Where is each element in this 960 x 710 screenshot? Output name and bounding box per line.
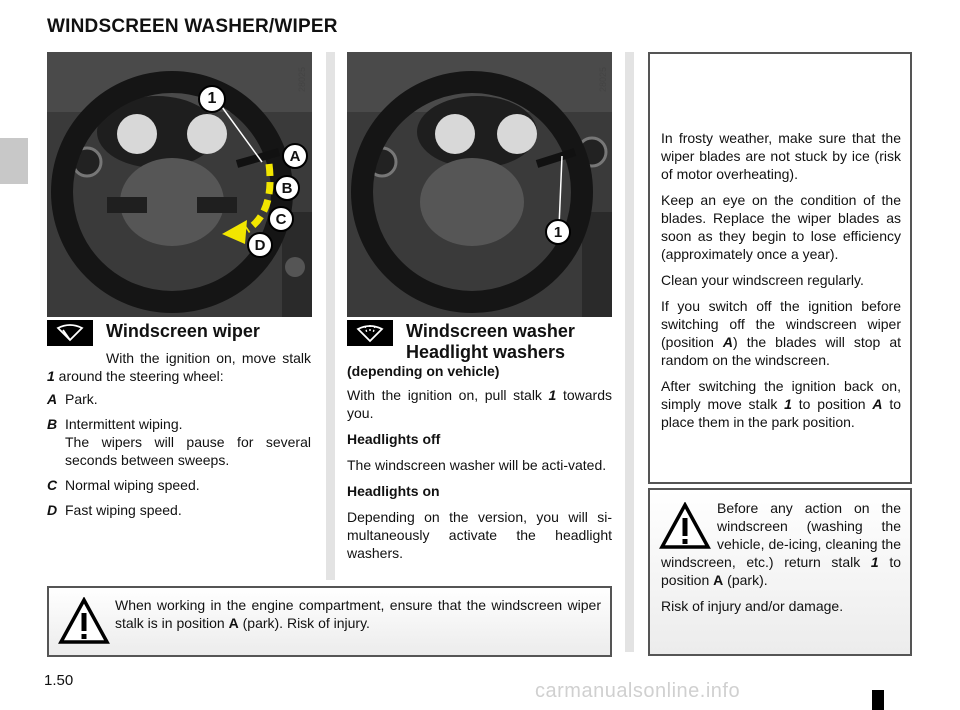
section-tab (0, 138, 28, 184)
advice-text (661, 129, 901, 439)
callout-a: A (282, 143, 308, 169)
warning-bottom-text: When working in the engine compartment, ensure that the windscreen wiper stalk is in position A (park). Risk of injury. (115, 597, 601, 631)
wiper-heading: Windscreen wiper (106, 321, 260, 341)
wiper-intro-text: With the ignition on, move stalk (106, 350, 311, 366)
callout-c: C (268, 206, 294, 232)
callout-b: B (274, 175, 300, 201)
wiper-position-d: D Fast wiping speed. (47, 502, 182, 518)
stalk-ref: 1 (548, 387, 557, 403)
wiper-position-b: B Intermittent wiping. The wipers will pause for several seconds between sweeps. (47, 416, 311, 468)
page-corner-mark (872, 690, 884, 710)
advice-ignition-on: After switching the ignition back on, simply move stalk 1 to position A to place them in the park position. (661, 378, 901, 430)
advice-box (648, 52, 912, 484)
warning-box-bottom (47, 586, 612, 657)
callout-1: 1 (545, 219, 571, 245)
warning-triangle-icon (58, 597, 110, 645)
washer-icon (347, 320, 393, 346)
warning-right-risk: Risk of injury and/or damage. (661, 598, 844, 614)
advice-ignition-off: If you switch off the ignition before switching off the windscreen wiper (position A) the blades will stop at random on the windscreen. (661, 298, 901, 368)
washer-body: (depending on vehicle) With the ignition on, pull stalk 1 towards you. Headlights off The windscreen washer will be acti-vated. Headlights on Depending on the version, you will si-multaneously activate the headlight washers. (347, 363, 612, 561)
headlights-off-heading: Headlights off (347, 431, 441, 447)
advice-clean: Clean your windscreen regularly. (661, 272, 864, 288)
wiper-position-list (47, 390, 311, 526)
advice-frost: In frosty weather, make sure that the wiper blades are not stuck by ice (risk of motor overheating). (661, 130, 901, 182)
watermark: carmanualsonline.info (535, 680, 741, 702)
steering-wheel-figure-right (347, 52, 612, 317)
figure-reference-left: 28025 (297, 66, 307, 92)
wiper-intro-text-end: around the steering wheel: (54, 368, 224, 384)
wiper-position-a: A Park. (47, 391, 98, 407)
wiper-position-c: C Normal wiping speed. (47, 477, 200, 493)
wiper-intro (47, 349, 311, 393)
advice-blades: Keep an eye on the condition of the blades. Replace the wiper blades as soon as they begin to lose efficiency (approximately once a year). (661, 192, 901, 262)
warning-right-text: Before any action on the windscreen (washing the vehicle, de-icing, cleaning the windscreen, etc.) return stalk 1 to position A (park). Risk of injury and/or damage. (661, 500, 901, 614)
washer-heading-line1: Windscreen washer (406, 321, 575, 341)
warning-box-right (648, 488, 912, 656)
washer-subheading: (depending on vehicle) (347, 363, 500, 379)
stalk-ref: 1 (47, 368, 55, 384)
callout-1: 1 (198, 85, 226, 113)
column-divider-left (326, 52, 335, 580)
headlights-off-text: The windscreen washer will be acti-vated. (347, 457, 607, 473)
figure-reference-right: 28025 (598, 66, 608, 92)
dashboard-illustration-left (47, 52, 312, 317)
dashboard-illustration-right (347, 52, 612, 317)
wiper-icon (47, 320, 93, 346)
washer-heading-line2: Headlight washers (406, 342, 566, 362)
page-number: 1.50 (44, 672, 74, 689)
callout-d: D (247, 232, 273, 258)
headlights-on-heading: Headlights on (347, 483, 440, 499)
washer-heading (406, 321, 575, 363)
column-divider-right (625, 52, 634, 652)
headlights-on-text: Depending on the version, you will si-multaneously activate the headlight washers. (347, 509, 612, 561)
page-title: WINDSCREEN WASHER/WIPER (47, 16, 338, 37)
steering-wheel-figure-left (47, 52, 312, 317)
